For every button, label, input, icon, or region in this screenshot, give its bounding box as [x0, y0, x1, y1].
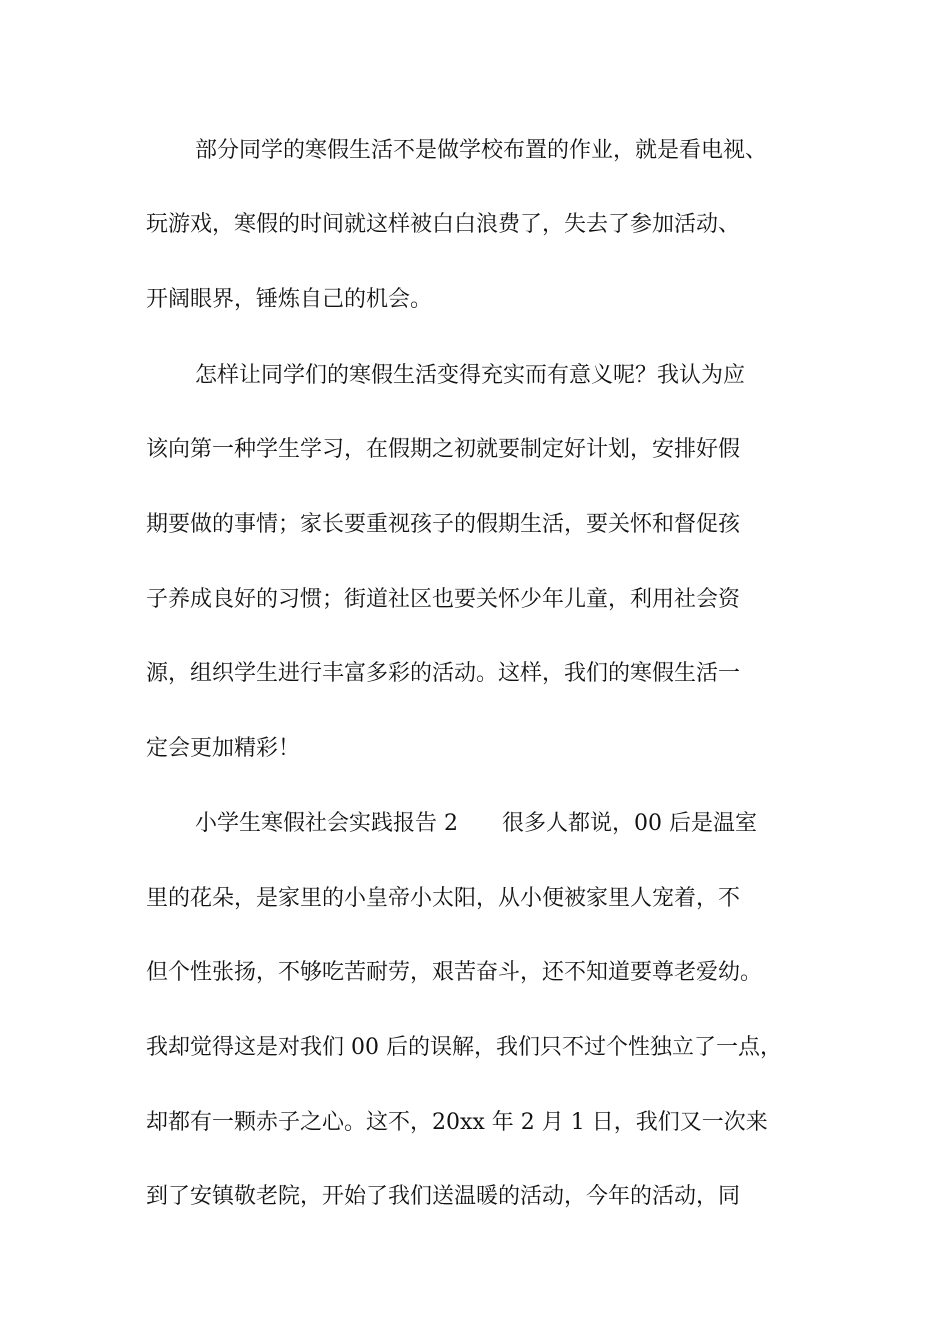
paragraph-line: 源，组织学生进行丰富多彩的活动。这样，我们的寒假生活一	[146, 661, 741, 686]
paragraph-line: 子养成良好的习惯；街道社区也要关怀少年儿童，利用社会资	[146, 587, 741, 612]
paragraph-line: 我却觉得这是对我们 00 后的误解，我们只不过个性独立了一点，	[146, 1035, 782, 1060]
paragraph-line: 部分同学的寒假生活不是做学校布置的作业，就是看电视、	[195, 138, 768, 163]
paragraph-line: 怎样让同学们的寒假生活变得充实而有意义呢？我认为应	[195, 363, 746, 388]
paragraph-line: 定会更加精彩！	[146, 736, 301, 761]
paragraph-line: 但个性张扬，不够吃苦耐劳，艰苦奋斗，还不知道要尊老爱幼。	[146, 960, 763, 985]
paragraph-line: 里的花朵，是家里的小皇帝小太阳，从小便被家里人宠着，不	[146, 886, 741, 911]
paragraph-line: 期要做的事情；家长要重视孩子的假期生活，要关怀和督促孩	[146, 512, 741, 537]
paragraph-line: 小学生寒假社会实践报告 2 很多人都说，00 后是温室	[195, 811, 757, 836]
paragraph-line: 该向第一种学生学习，在假期之初就要制定好计划，安排好假	[146, 437, 741, 462]
paragraph-line: 到了安镇敬老院，开始了我们送温暖的活动，今年的活动，同	[146, 1184, 741, 1209]
paragraph-line: 却都有一颗赤子之心。这不，20xx 年 2 月 1 日，我们又一次来	[146, 1110, 768, 1135]
paragraph-line: 玩游戏，寒假的时间就这样被白白浪费了，失去了参加活动、	[146, 212, 741, 237]
paragraph-line: 开阔眼界，锤炼自己的机会。	[146, 287, 433, 312]
